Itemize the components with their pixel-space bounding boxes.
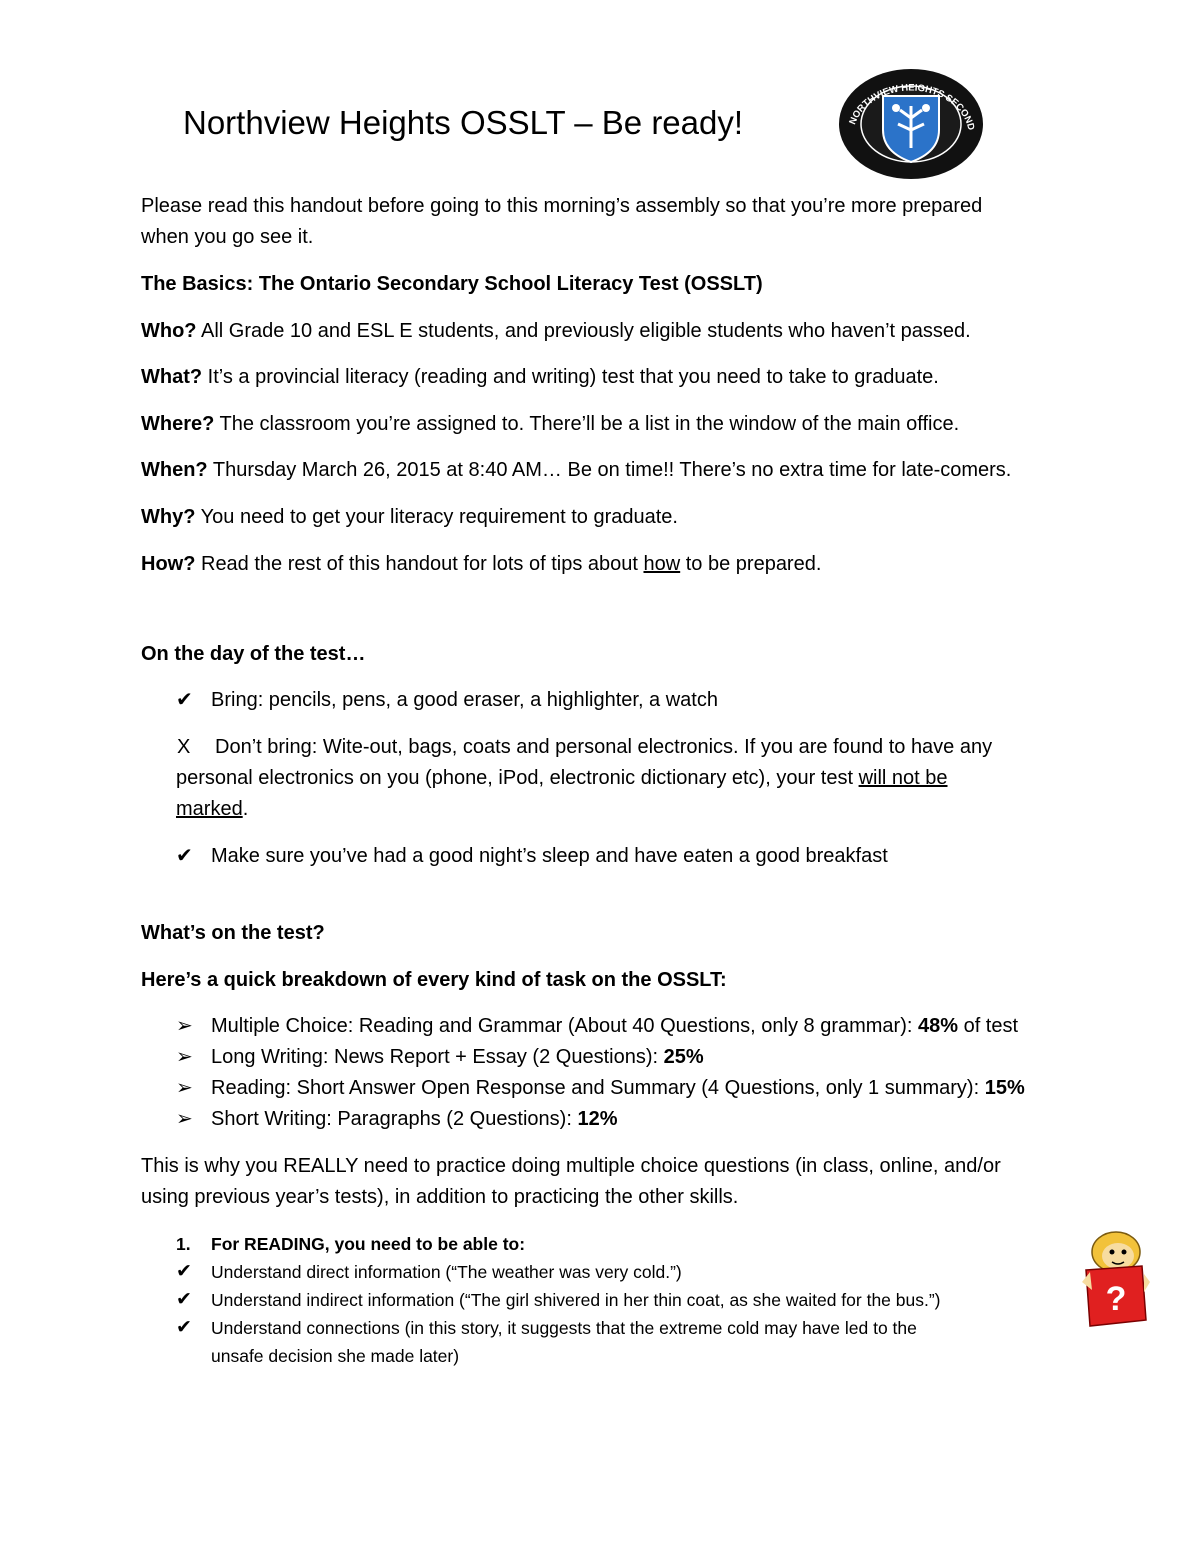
task-text: Short Writing: Paragraphs (2 Questions):	[211, 1108, 578, 1130]
intro-line-2: when you go see it.	[141, 226, 314, 248]
dont-bring-line-2	[176, 763, 948, 794]
marked-underlined: marked	[176, 798, 243, 820]
reading-item-continuation: unsafe decision she made later)	[211, 1346, 460, 1366]
check-icon: ✔	[176, 845, 193, 867]
reading-heading: For READING, you need to be able to:	[211, 1234, 526, 1254]
task-text: Reading: Short Answer Open Response and Summary (4 Questions, only 1 summary):	[211, 1077, 985, 1099]
task-item	[211, 1073, 1025, 1104]
bring-item: Bring: pencils, pens, a good eraser, a highlighter, a watch	[211, 689, 718, 711]
basics-who	[141, 316, 971, 347]
check-icon: ✔	[176, 689, 193, 711]
why-text: You need to get your literacy requirement to graduate.	[195, 506, 678, 528]
where-text: The classroom you’re assigned to. There’ll be a list in the window of the main office.	[214, 413, 960, 435]
on-test-heading: What’s on the test?	[141, 922, 325, 944]
page-title: Northview Heights OSSLT – Be ready!	[183, 104, 744, 141]
when-label: When?	[141, 459, 208, 481]
basics-what	[141, 362, 939, 393]
check-icon: ✔	[176, 1317, 192, 1338]
basics-where	[141, 409, 959, 440]
why-label: Why?	[141, 506, 196, 528]
how-text: Read the rest of this handout for lots of tips about	[195, 553, 644, 575]
task-text: Multiple Choice: Reading and Grammar (About 40 Questions, only 8 grammar):	[211, 1015, 918, 1037]
check-icon: ✔	[176, 1289, 192, 1310]
logo-text: NORTHVIEW HEIGHTS SECOND	[847, 82, 977, 132]
school-logo	[838, 68, 984, 180]
reading-item: Understand connections (in this story, it suggests that the extreme cold may have led to the	[211, 1318, 917, 1338]
check-icon: ✔	[176, 1261, 192, 1282]
reading-item: Understand direct information (“The weather was very cold.”)	[211, 1262, 682, 1282]
reading-number: 1.	[176, 1234, 191, 1254]
test-day-heading: On the day of the test…	[141, 643, 366, 665]
task-pct: 25%	[663, 1046, 704, 1068]
task-after: of test	[958, 1015, 1019, 1037]
marked-period: .	[242, 798, 249, 820]
how-underlined: how	[643, 553, 681, 575]
how-label: How?	[141, 553, 196, 575]
reading-item: Understand indirect information (“The girl shivered in her thin coat, as she waited for the bus.”)	[211, 1290, 941, 1310]
basics-when	[141, 455, 1011, 486]
task-pct: 15%	[984, 1077, 1025, 1099]
task-text: Long Writing: News Report + Essay (2 Questions):	[211, 1046, 664, 1068]
practice-note-line-1: This is why you REALLY need to practice doing multiple choice questions (in class, online, and/or	[141, 1155, 1001, 1177]
sleep-item: Make sure you’ve had a good night’s sleep and have eaten a good breakfast	[211, 845, 888, 867]
mascot-symbol: ?	[1105, 1280, 1127, 1318]
what-label: What?	[141, 366, 203, 388]
arrow-bullet-icon: ➢	[176, 1015, 193, 1037]
task-item	[211, 1104, 618, 1135]
dont-bring-line-1: Don’t bring: Wite-out, bags, coats and personal electronics. If you are found to have any	[215, 736, 993, 758]
basics-heading: The Basics: The Ontario Secondary School Literacy Test (OSSLT)	[141, 273, 763, 295]
arrow-bullet-icon: ➢	[176, 1077, 193, 1099]
will-not-be-underlined: will not be	[858, 767, 948, 789]
task-item	[211, 1042, 704, 1073]
intro-line-1: Please read this handout before going to this morning’s assembly so that you’re more prepared	[141, 195, 983, 217]
basics-how	[141, 549, 821, 580]
arrow-bullet-icon: ➢	[176, 1108, 193, 1130]
what-text: It’s a provincial literacy (reading and writing) test that you need to take to graduate.	[202, 366, 939, 388]
where-label: Where?	[141, 413, 215, 435]
arrow-bullet-icon: ➢	[176, 1046, 193, 1068]
dont-bring-line-2-text: personal electronics on you (phone, iPod, electronic dictionary etc), your test	[176, 767, 859, 789]
x-mark-icon: X	[177, 736, 191, 758]
who-label: Who?	[141, 320, 197, 342]
task-pct: 12%	[577, 1108, 618, 1130]
dont-bring-line-3	[176, 794, 248, 825]
mascot-question-icon	[1078, 1230, 1150, 1330]
how-after: to be prepared.	[680, 553, 822, 575]
practice-note-line-2: using previous year’s tests), in addition to practicing the other skills.	[141, 1186, 739, 1208]
basics-why	[141, 502, 678, 533]
task-item	[211, 1011, 1018, 1042]
task-pct: 48%	[917, 1015, 959, 1037]
who-text: All Grade 10 and ESL E students, and previously eligible students who haven’t passed.	[196, 320, 971, 342]
on-test-subheading: Here’s a quick breakdown of every kind of task on the OSSLT:	[141, 969, 727, 991]
when-text: Thursday March 26, 2015 at 8:40 AM… Be on time!! There’s no extra time for late-comers.	[207, 459, 1012, 481]
